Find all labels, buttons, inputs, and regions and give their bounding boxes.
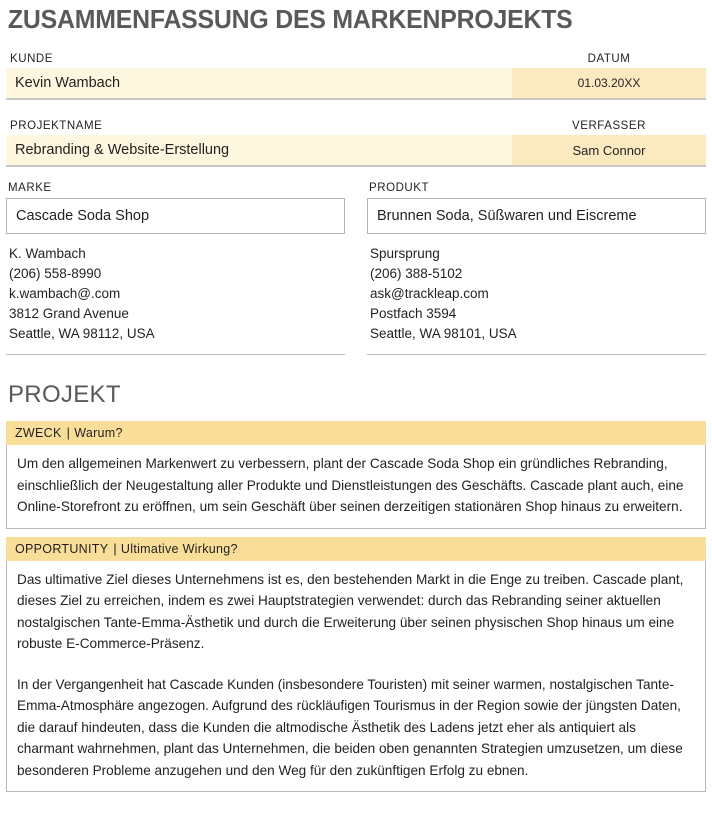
panel-opportunity-key: OPPORTUNITY <box>15 541 109 556</box>
brand-contact-street: 3812 Grand Avenue <box>9 306 129 321</box>
brand-contact-block <box>6 244 345 355</box>
section-title-projekt: PROJEKT <box>8 381 121 408</box>
page-title: ZUSAMMENFASSUNG DES MARKENPROJEKTS <box>7 4 573 34</box>
panel-opportunity <box>6 537 706 793</box>
client-date-value-row <box>6 68 706 100</box>
client-value-field[interactable]: Kevin Wambach <box>6 68 512 98</box>
panel-zweck-key: ZWECK <box>15 426 62 440</box>
brand-contact-phone: (206) 558-8990 <box>9 266 102 281</box>
panel-zweck-paragraph-1: Um den allgemeinen Markenwert zu verbessern, plant der Cascade Soda Shop ein gründliches Rebranding, einschließlich der Neugestaltung aller Produkte und Dienstleistungen des Geschäfts. Cascade plant auch, eine Online-Storefront zu eröffnen, um sein Geschäft über seinen derzeitigen stationären Shop hinaus zu erweitern. <box>17 456 684 514</box>
project-author-value-row <box>6 135 706 167</box>
brand-column <box>6 182 345 355</box>
client-info-table <box>6 46 706 167</box>
panel-opportunity-question: Ultimative Wirkung? <box>120 541 238 556</box>
project-author-label-row <box>6 113 706 132</box>
panel-opportunity-separator: | <box>113 541 117 556</box>
panel-opportunity-header <box>6 537 706 561</box>
product-contact-city: Seattle, WA 98101, USA <box>370 326 517 341</box>
author-label: VERFASSER <box>572 120 646 132</box>
row-spacer <box>6 100 706 113</box>
client-date-label-row <box>6 46 706 65</box>
panel-opportunity-body <box>6 561 706 793</box>
brand-contact-city: Seattle, WA 98112, USA <box>9 326 155 341</box>
brand-contact-email: k.wambach@.com <box>9 286 121 301</box>
date-value-field[interactable]: 01.03.20XX <box>512 68 706 98</box>
panel-zweck-body <box>6 445 706 529</box>
product-contact-phone: (206) 388-5102 <box>370 266 463 281</box>
panel-zweck <box>6 421 706 529</box>
client-label: KUNDE <box>10 53 54 65</box>
product-label: PRODUKT <box>369 182 430 194</box>
panel-zweck-separator: | <box>66 426 71 440</box>
product-value-field[interactable]: Brunnen Soda, Süßwaren und Eiscreme <box>367 198 706 234</box>
product-contact-block <box>367 244 706 355</box>
product-contact-street: Postfach 3594 <box>370 306 457 321</box>
date-label: DATUM <box>587 53 631 65</box>
panel-zweck-header <box>6 421 706 445</box>
brand-contact-name: K. Wambach <box>9 246 86 261</box>
brand-product-columns <box>6 182 706 355</box>
brand-value-field[interactable]: Cascade Soda Shop <box>6 198 345 234</box>
product-contact-email: ask@trackleap.com <box>370 286 489 301</box>
panel-opportunity-paragraph-1: Das ultimative Ziel dieses Unternehmens ist es, den bestehenden Markt in die Enge zu treiben. Cascade plant, dieses Ziel zu erreichen, indem es zwei Hauptstrategien verwendet: durch das Rebranding seiner aktuellen nostalgischen Tante-Emma-Ästhetik und durch die Erweiterung über seinen physischen Shop hinaus um eine robuste E-Commerce-Präsenz. <box>17 571 684 651</box>
product-contact-name: Spursprung <box>370 246 440 261</box>
panel-opportunity-paragraph-2: In der Vergangenheit hat Cascade Kunden (insbesondere Touristen) mit seiner warmen, nostalgischen Tante-Emma-Atmosphäre angezogen. Aufgrund des rückläufigen Tourismus in der Region sowie der jüngsten Daten, die darauf hindeuten, dass die Kunden die altmodische Ästhetik des Ladens jetzt eher als antiquiert als charmant wahrnehmen, plant das Unternehmen, die beiden oben genannten Strategien umzusetzen, um diese besonderen Probleme anzugehen und den Weg für den zukünftigen Erfolg zu ebnen. <box>17 676 683 778</box>
brand-label: MARKE <box>8 182 52 194</box>
panel-zweck-question: Warum? <box>74 426 123 440</box>
project-name-value-field[interactable]: Rebranding & Website-Erstellung <box>6 135 512 165</box>
project-name-label: PROJEKTNAME <box>10 120 103 132</box>
product-column <box>367 182 706 355</box>
author-value-field[interactable]: Sam Connor <box>512 135 706 165</box>
